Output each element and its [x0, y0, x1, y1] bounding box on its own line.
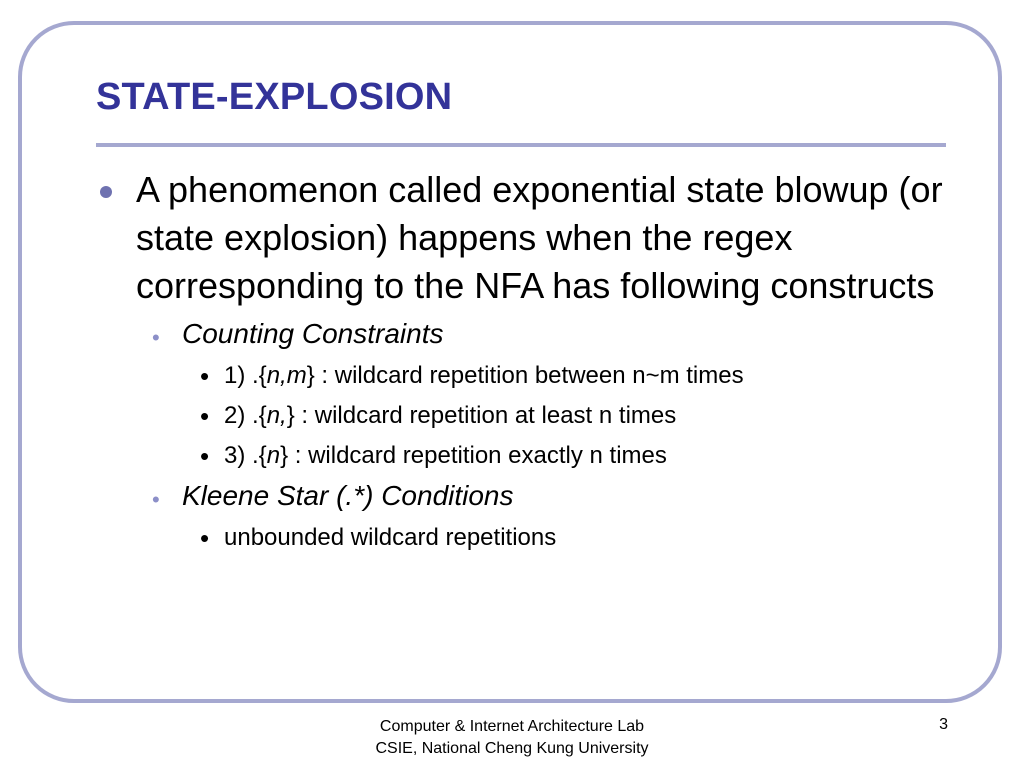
item-text: unbounded wildcard repetitions: [224, 524, 557, 551]
item-prefix: 2) .{: [224, 402, 267, 429]
sub-bullet-counting: [96, 316, 956, 352]
sub-bullet-kleene: [96, 478, 956, 514]
bullet-dot-icon: [100, 186, 112, 198]
item-suffix: } : wildcard repetition at least n times: [286, 402, 677, 429]
list-item: [96, 440, 956, 472]
bullet-level1: [96, 166, 956, 310]
bullet-dot-icon: •: [152, 325, 160, 350]
sub-bullet-label: Counting Constraints: [182, 318, 444, 349]
slide-footer: [0, 716, 1024, 760]
sub-bullet-label: Kleene Star (.*) Conditions: [182, 480, 514, 511]
title-divider: [96, 143, 946, 147]
footer-line-1: Computer & Internet Architecture Lab: [379, 718, 645, 735]
bullet-dot-icon: •: [152, 487, 160, 512]
page-number: 3: [939, 716, 948, 733]
list-item: [96, 400, 956, 432]
item-prefix: 3) .{: [224, 442, 267, 469]
slide-body: [96, 166, 956, 554]
item-italic: n,m: [266, 362, 307, 389]
bullet-dot-icon: •: [200, 401, 210, 431]
item-italic: n: [266, 442, 281, 469]
bullet-text: A phenomenon called exponential state blowup (or state explosion) happens when the regex corresponding to the NFA has following constructs: [136, 169, 943, 306]
footer-line-2: CSIE, National Cheng Kung University: [375, 740, 649, 757]
list-item: [96, 522, 956, 554]
list-item: [96, 360, 956, 392]
item-prefix: 1) .{: [224, 362, 267, 389]
slide-title: STATE-EXPLOSION: [96, 76, 453, 118]
bullet-dot-icon: •: [200, 361, 210, 391]
item-suffix: } : wildcard repetition exactly n times: [280, 442, 667, 469]
item-italic: n,: [266, 402, 287, 429]
bullet-dot-icon: •: [200, 441, 210, 471]
bullet-dot-icon: •: [200, 523, 210, 553]
item-suffix: } : wildcard repetition between n~m times: [306, 362, 744, 389]
